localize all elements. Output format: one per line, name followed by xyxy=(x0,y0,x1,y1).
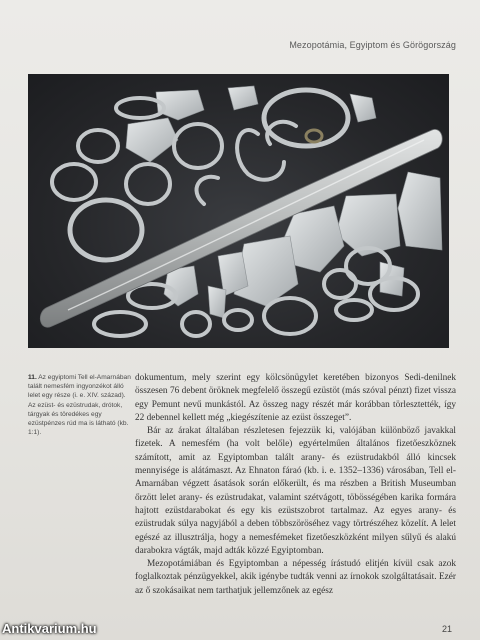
paragraph: Bár az árakat általában részletesen fejezzük ki, valójában különböző javakkal fizetek. A nemesfém (ha volt belőle) egyértelműen általános fizetőeszköznek számított, amit az Egyiptomban talált arany- és ezüstrudakból álló kincsek mennyisége is alátámaszt. Az Ehnaton fáraó (kb. i. e. 1352–1336) városában, Tell el-Amarnában végzett ásatások során előkerült, és ma részben a British Museumban őrzött lelet arany- és ezüstrudakat, valamint szétvágott, töbösségében karika formára hajtott ezüstdarabokat és egy kis ezüstszobrot tartalmaz. Az egyes arany- és ezüstrudak súlya nagyjából a deben többszöröséhez vagy törtrészéhez közelít. A lelet egészé az illusztrálja, hogy a nemesfémeket fizetőeszközként milyen sűlyű és alakú darabokra vágták, majd adták közzé Egyiptomban. xyxy=(135,426,456,556)
paragraph: Mezopotámiában és Egyiptomban a népesség írástudó elitjén kívül csak azok foglalkoztak pénzügyekkel, akik igénybe tudták venni az írnokok szolgáltatásait. Ezér az ő szokásaikat nem tarthatjuk jellemzőnek az egész xyxy=(135,559,456,596)
caption-text: Az egyiptomi Tell el-Amarnában talált nemesfém ingyonzékot álló lelet egy része (i. e. XIV. század). Az ezüst- és ezüstrudak, drótok, tárgyak és töredékes egy ezüstpénzes rúd ma is látható (kb. 1:1). xyxy=(28,374,131,437)
silver-hoard-photo xyxy=(28,74,449,348)
paragraph: dokumentum, mely szerint egy kölcsönügylet keretében bizonyos Sedi-denilnek összesen 76 debent öröknek megfelelő összegű ezüstöt (más szóval pénzt) fizet vissza egy Pemunt nevű munkástól. Az összeg nagy részét már korábban törlesztették, így 22 debennel kellett még „kiegészítenie az ezüst összeget”. xyxy=(135,373,456,423)
body-text xyxy=(135,372,456,598)
silver-hoard-illustration xyxy=(28,74,449,348)
running-head: Mezopotámia, Egyiptom és Görögország xyxy=(289,40,456,50)
watermark: Antikvarium.hu xyxy=(2,621,97,636)
page-number: 21 xyxy=(441,624,452,634)
caption-number: 11. xyxy=(28,374,37,381)
figure-caption xyxy=(28,373,132,437)
